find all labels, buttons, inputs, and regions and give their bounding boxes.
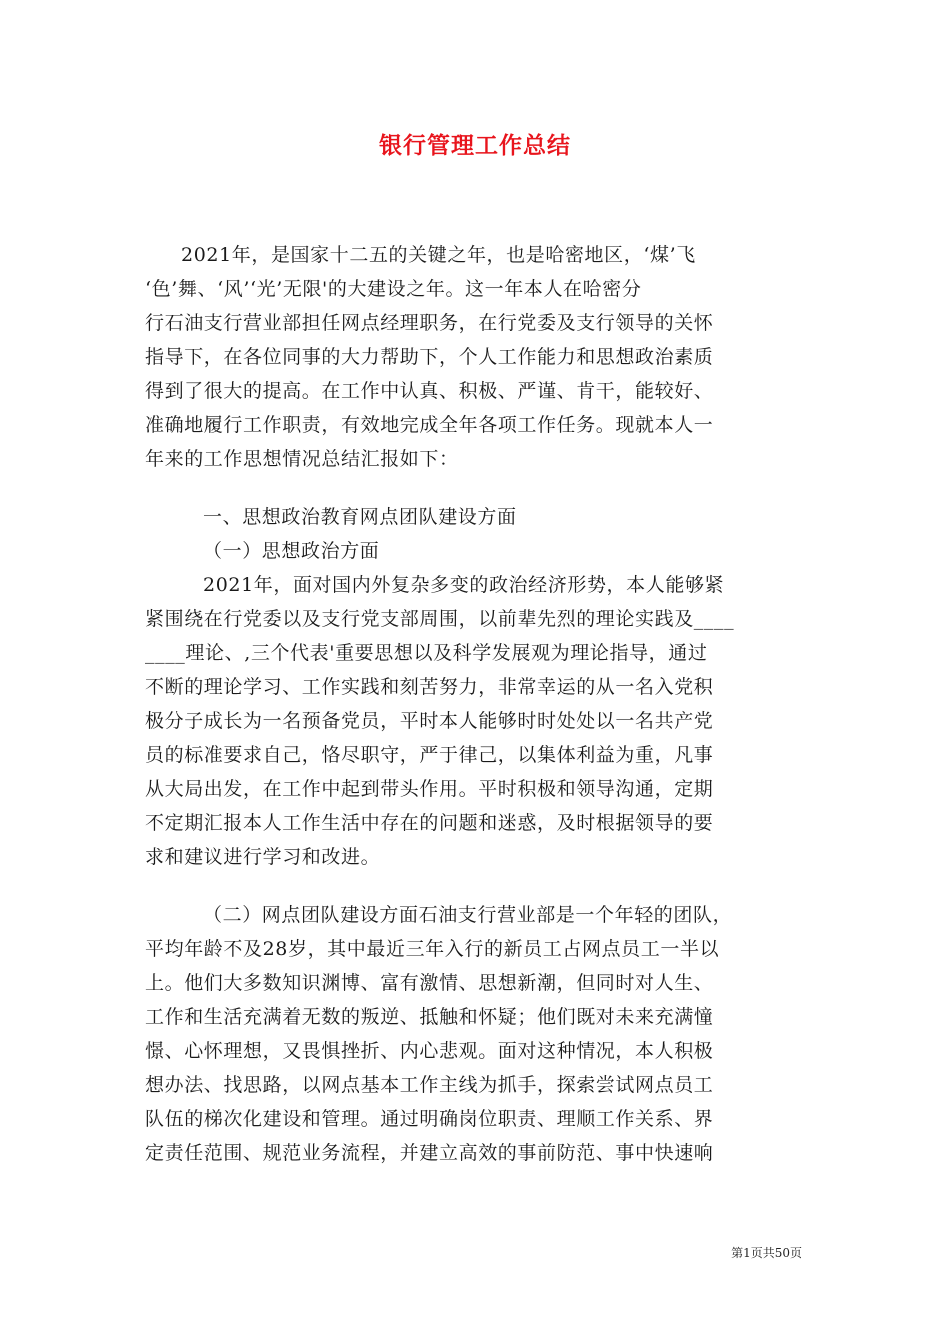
body-line: 不断的理论学习、工作实践和刻苦努力，非常幸运的从一名入党积 — [145, 676, 714, 698]
page-number-footer: 第1页共50页 — [731, 1246, 802, 1260]
body-line: 求和建议进行学习和改进。 — [145, 846, 381, 868]
body-line: 上。他们大多数知识渊博、富有激情、思想新潮，但同时对人生、 — [145, 972, 714, 994]
body-line: 工作和生活充满着无数的叛逆、抵触和怀疑；他们既对未来充满憧 — [145, 1006, 714, 1028]
body-line: 紧围绕在行党委以及支行党支部周围，以前辈先烈的理论实践及____ — [145, 608, 735, 630]
body-line: 准确地履行工作职责，有效地完成全年各项工作任务。现就本人一 — [145, 414, 714, 436]
body-line: 从大局出发，在工作中起到带头作用。平时积极和领导沟通，定期 — [145, 778, 714, 800]
document-title: 银行管理工作总结 — [379, 133, 571, 159]
body-line: ____理论、,三个代表'重要思想以及科学发展观为理论指导，通过 — [145, 642, 708, 664]
body-line: 员的标准要求自己，恪尽职守，严于律己，以集体利益为重，凡事 — [145, 744, 714, 766]
body-line: 2021年，面对国内外复杂多变的政治经济形势，本人能够紧 — [203, 574, 725, 596]
body-line: 行石油支行营业部担任网点经理职务，在行党委及支行领导的关怀 — [145, 312, 714, 334]
body-line: 憬、心怀理想，又畏惧挫折、内心悲观。面对这种情况，本人积极 — [145, 1040, 714, 1062]
body-line: 队伍的梯次化建设和管理。通过明确岗位职责、理顺工作关系、界 — [145, 1108, 714, 1130]
body-line: 2021年，是国家十二五的关键之年，也是哈密地区，‘煤’飞 — [181, 244, 696, 266]
body-line: ‘色’舞、‘风’‘光’无限'的大建设之年。这一年本人在哈密分 — [145, 278, 642, 300]
body-line: 年来的工作思想情况总结汇报如下： — [145, 448, 459, 470]
body-line: 指导下，在各位同事的大力帮助下，个人工作能力和思想政治素质 — [145, 346, 714, 368]
body-line: 得到了很大的提高。在工作中认真、积极、严谨、肯干，能较好、 — [145, 380, 714, 402]
body-line: 平均年龄不及28岁，其中最近三年入行的新员工占网点员工一半以 — [145, 938, 720, 960]
body-line: 想办法、找思路，以网点基本工作主线为抓手，探索尝试网点员工 — [145, 1074, 714, 1096]
section-heading: 一、思想政治教育网点团队建设方面 — [203, 506, 517, 528]
body-line: 不定期汇报本人工作生活中存在的问题和迷惑，及时根据领导的要 — [145, 812, 714, 834]
body-line: 定责任范围、规范业务流程，并建立高效的事前防范、事中快速响 — [145, 1142, 714, 1164]
subsection-heading: （二）网点团队建设方面石油支行营业部是一个年轻的团队， — [203, 904, 733, 926]
body-line: 极分子成长为一名预备党员，平时本人能够时时处处以一名共产党 — [145, 710, 714, 732]
subsection-heading: （一）思想政治方面 — [203, 540, 380, 562]
